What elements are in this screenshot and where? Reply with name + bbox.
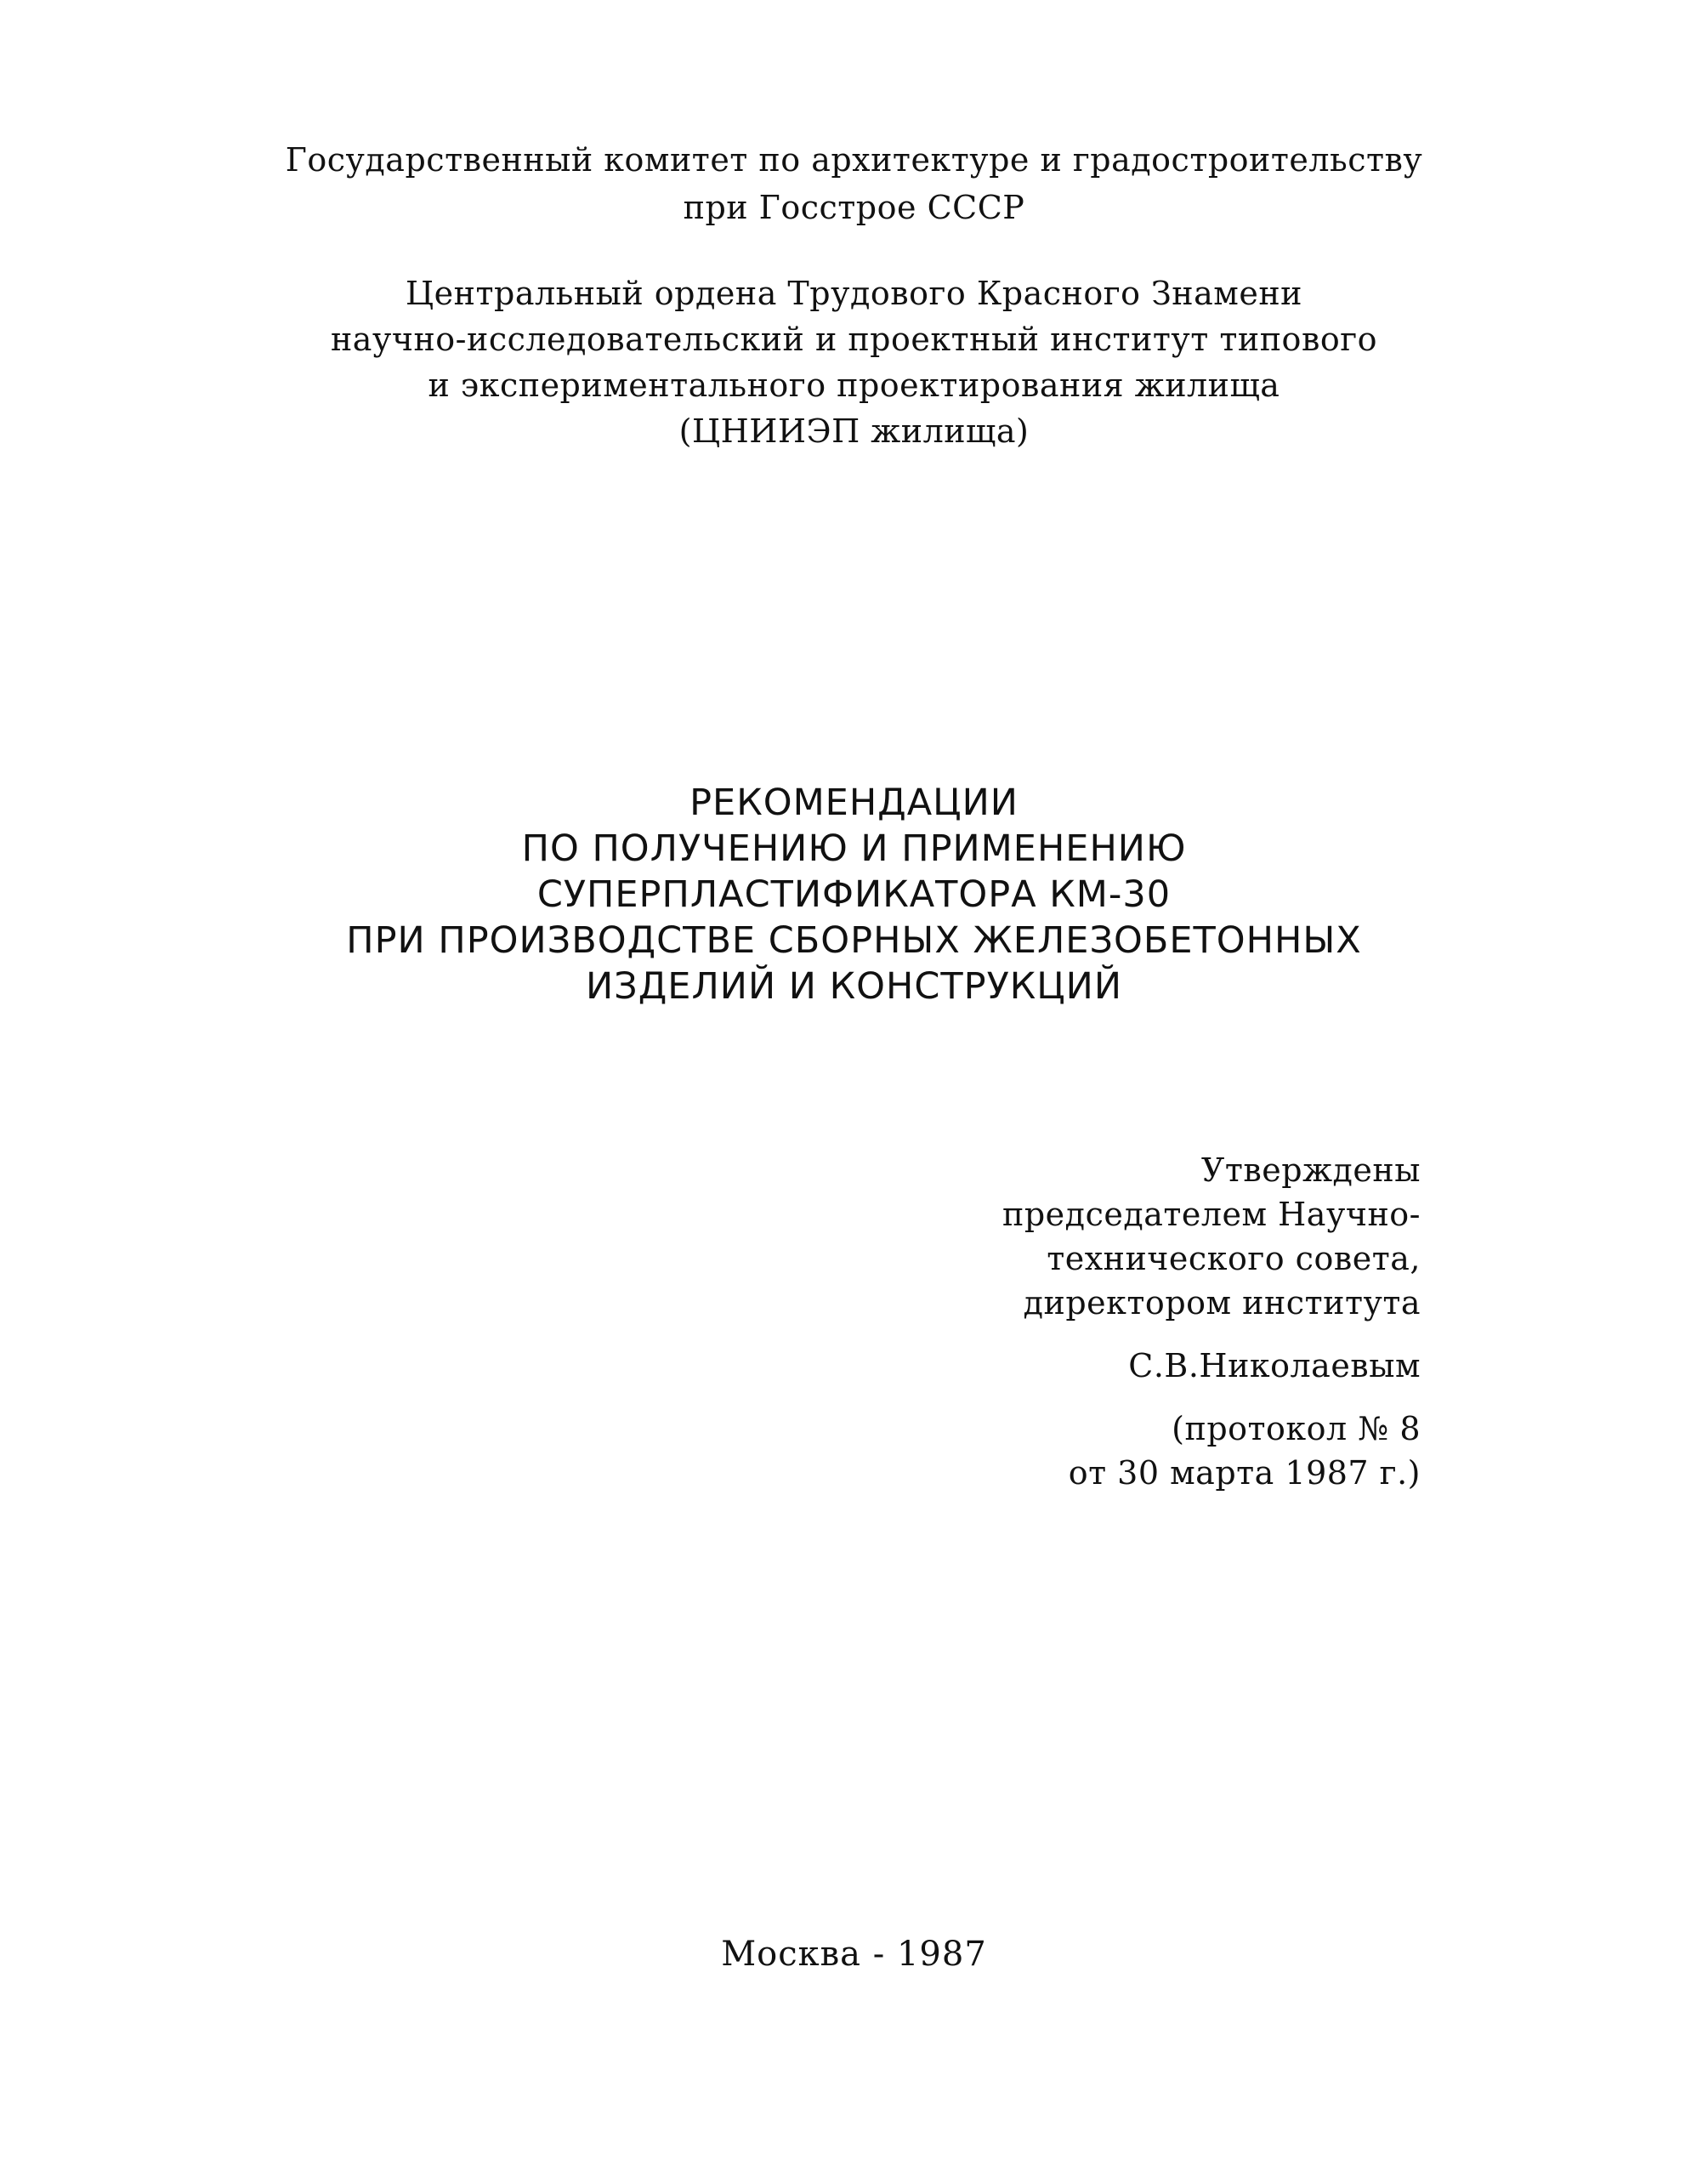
protocol-number: (протокол № 8 [1172,1410,1421,1447]
institute-line-2: научно-исследовательский и проектный институт типового [330,321,1377,358]
institute-abbreviation: (ЦНИИЭП жилища) [678,412,1030,450]
approval-block [1002,1148,1421,1495]
approval-line-3: технического совета, [1047,1240,1421,1277]
approval-line-4: директором института [1023,1284,1421,1322]
title-line-5: ИЗДЕЛИЙ И КОНСТРУКЦИЙ [585,965,1123,1008]
city-year: Москва - 1987 [721,1935,987,1974]
approval-line-2: председателем Научно- [1002,1196,1421,1233]
title-line-1: РЕКОМЕНДАЦИИ [689,782,1019,824]
approver-name: С.В.Николаевым [1128,1347,1421,1384]
protocol-date: от 30 марта 1987 г.) [1068,1454,1421,1492]
institute-line-3: и экспериментального проектирования жилища [428,367,1280,404]
approval-line-1: Утверждены [1200,1151,1421,1189]
title-line-2: ПО ПОЛУЧЕНИЮ И ПРИМЕНЕНИЮ [521,827,1187,870]
committee-parent-line: при Госстрое СССР [683,189,1025,226]
document-title [0,780,1708,1009]
title-line-3: СУПЕРПЛАСТИФИКАТОРА КМ-30 [536,873,1172,916]
committee-name-line: Государственный комитет по архитектуре и градостроительству [285,141,1423,179]
institute-line-1: Центральный ордена Трудового Красного Знамени [406,275,1302,312]
title-line-4: ПРИ ПРОИЗВОДСТВЕ СБОРНЫХ ЖЕЛЕЗОБЕТОННЫХ [346,919,1362,962]
publication-place-year [0,1930,1708,1978]
issuing-institute [0,270,1708,454]
issuing-committee [0,136,1708,231]
